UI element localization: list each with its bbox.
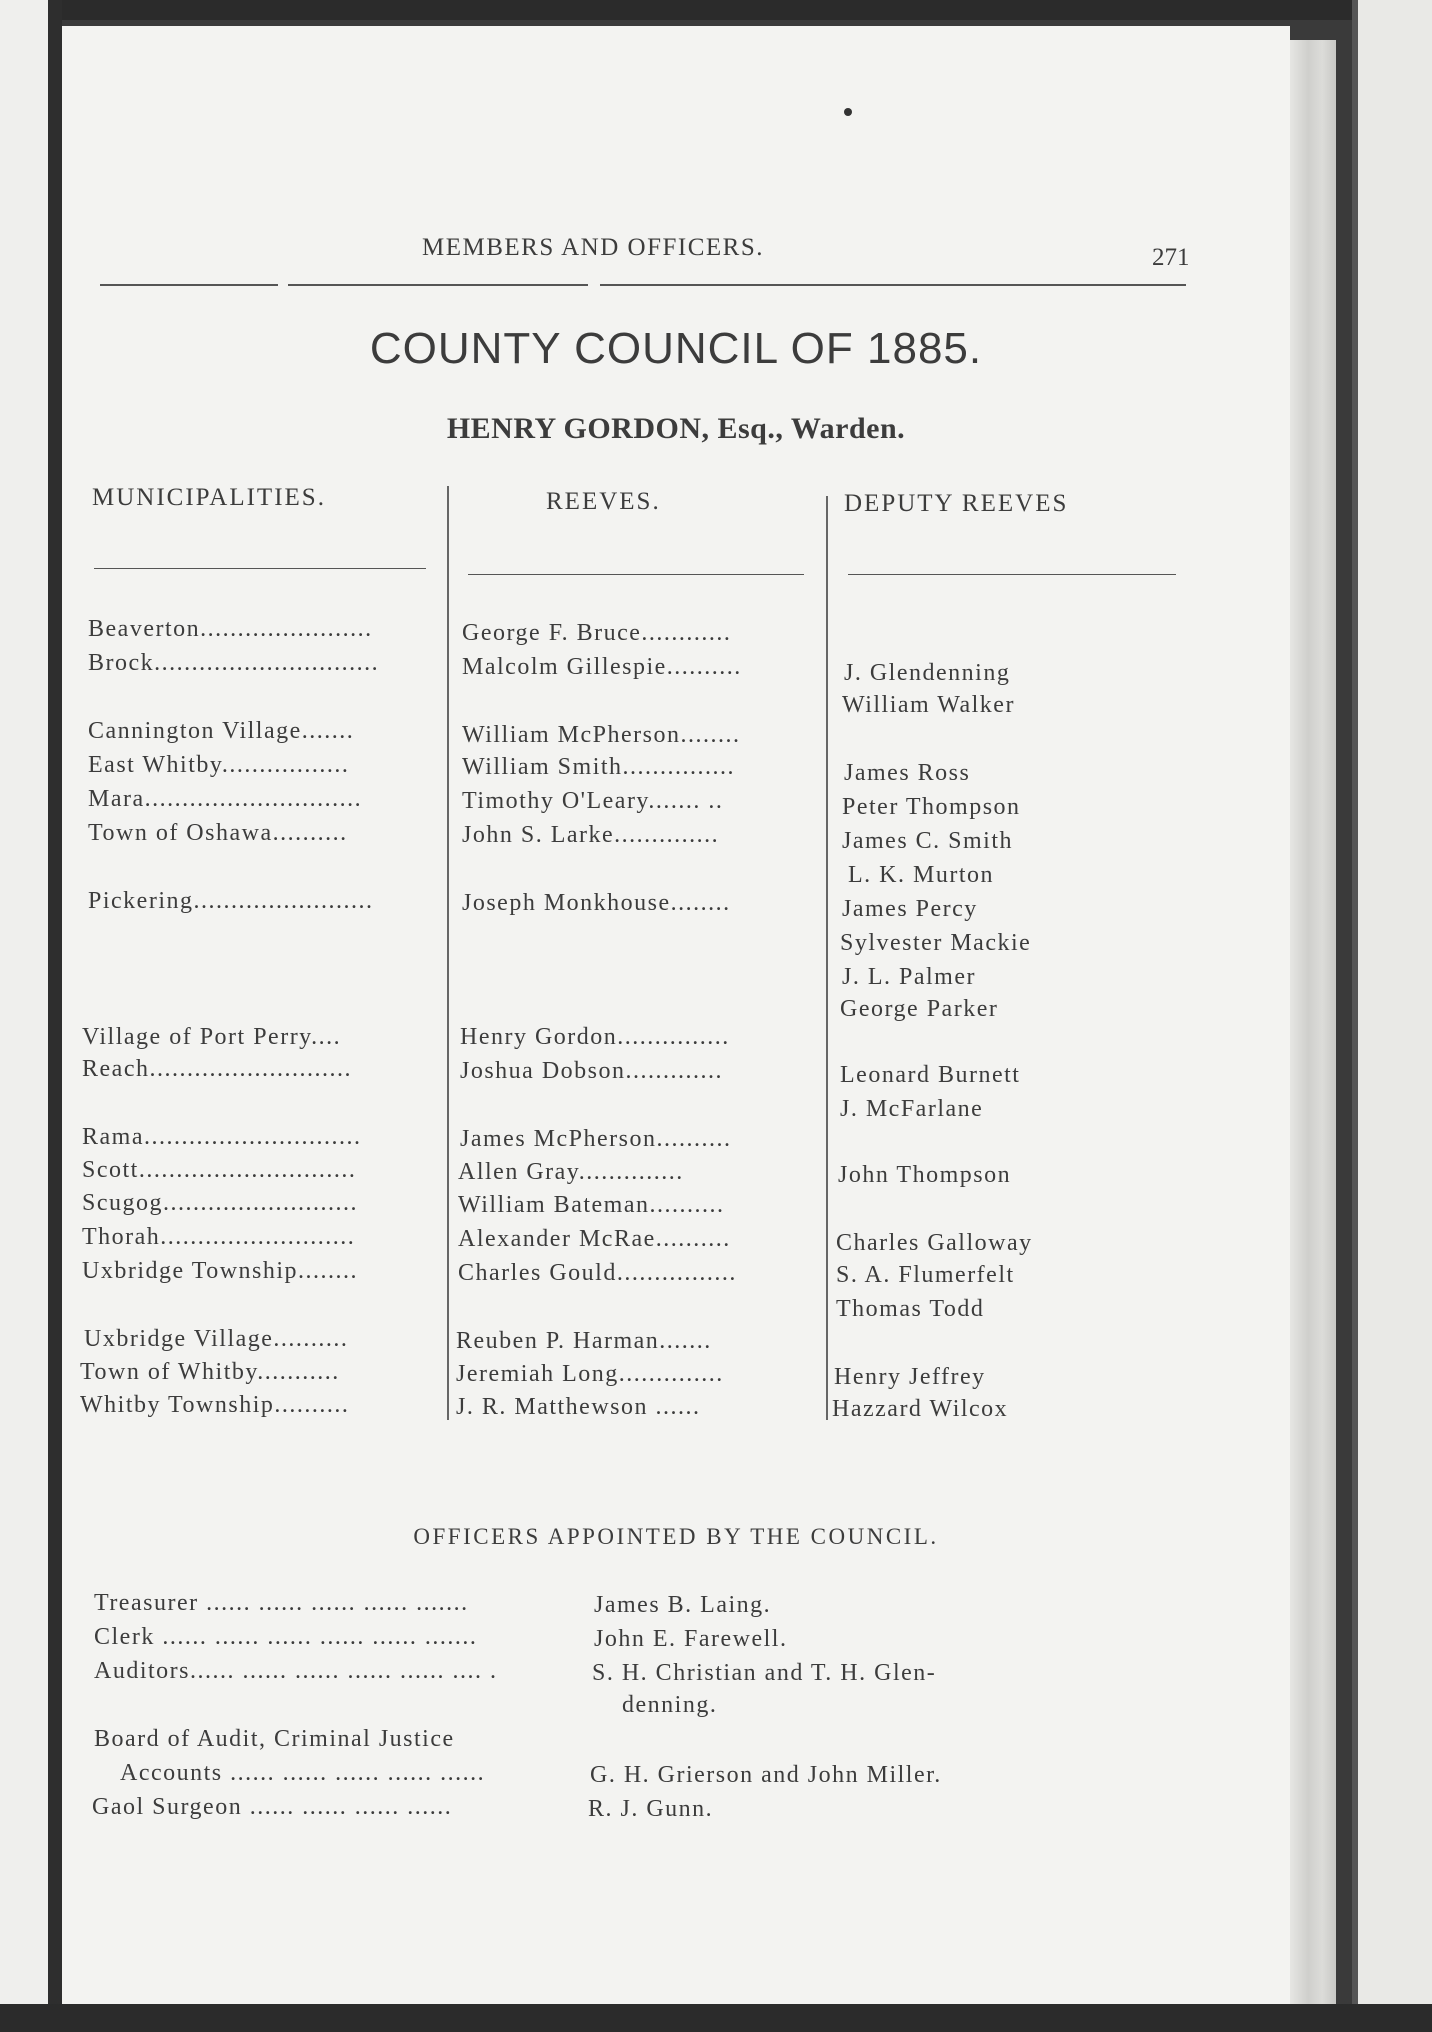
facing-page-edge: [0, 0, 48, 2032]
reeve-entry: Charles Gould................: [458, 1260, 737, 1286]
column-divider-2: [826, 496, 828, 1420]
deputy-reeve-entry: J. Glendenning: [844, 660, 1011, 686]
municipality-entry: Scugog..........................: [82, 1190, 358, 1216]
deputy-reeve-entry: L. K. Murton: [848, 862, 994, 888]
officer-role: Board of Audit, Criminal Justice: [94, 1726, 455, 1752]
page-title: COUNTY COUNCIL OF 1885.: [369, 324, 983, 373]
municipality-entry: Brock..............................: [88, 650, 380, 676]
municipality-entry: Whitby Township..........: [80, 1392, 350, 1418]
reeve-entry: John S. Larke..............: [462, 822, 720, 848]
officer-role: Gaol Surgeon ...... ...... ...... ......: [92, 1794, 453, 1820]
officer-name: John E. Farewell.: [594, 1626, 788, 1652]
officer-role: Accounts ...... ...... ...... ...... ......: [120, 1760, 486, 1786]
deputy-reeve-entry: John Thompson: [838, 1162, 1012, 1188]
deputy-reeve-entry: Peter Thompson: [842, 794, 1021, 820]
municipality-entry: Cannington Village.......: [88, 718, 355, 744]
header-rule-right: [600, 284, 1186, 286]
deputy-reeve-entry: James Ross: [844, 760, 971, 786]
reeve-entry: Henry Gordon...............: [460, 1024, 730, 1050]
reeve-entry: Joshua Dobson.............: [460, 1058, 724, 1084]
deputy-reeve-entry: Sylvester Mackie: [840, 930, 1032, 956]
officer-name-continuation: denning.: [622, 1692, 718, 1718]
municipality-entry: Pickering........................: [88, 888, 374, 914]
warden-line: HENRY GORDON, Esq., Warden.: [446, 412, 906, 445]
reeve-entry: James McPherson..........: [460, 1126, 732, 1152]
reeve-entry: Jeremiah Long..............: [456, 1361, 724, 1387]
officer-role: Clerk ...... ...... ...... ...... ...... .......: [94, 1624, 478, 1650]
deputy-reeve-entry: Leonard Burnett: [840, 1062, 1021, 1088]
municipality-entry: Village of Port Perry....: [82, 1024, 342, 1050]
running-title: MEMBERS AND OFFICERS.: [422, 234, 764, 261]
municipality-entry: Mara.............................: [88, 786, 363, 812]
deputy-reeve-entry: Thomas Todd: [836, 1296, 985, 1322]
page-number: 271: [1152, 244, 1190, 271]
municipality-entry: Uxbridge Village..........: [84, 1326, 349, 1352]
municipality-entry: Rama.............................: [82, 1124, 362, 1150]
deputy-reeve-entry: Charles Galloway: [836, 1230, 1033, 1256]
reeve-entry: George F. Bruce............: [462, 620, 732, 646]
scan-right-border: [1352, 0, 1432, 2032]
deputy-reeve-entry: S. A. Flumerfelt: [836, 1262, 1015, 1288]
reeve-entry: Reuben P. Harman.......: [456, 1328, 712, 1354]
municipality-entry: Scott.............................: [82, 1157, 357, 1183]
header-rule-middle: [288, 284, 588, 286]
page-stack-edge: [1290, 40, 1336, 2004]
officer-role: Auditors...... ...... ...... ...... ...... .... .: [94, 1658, 498, 1684]
reeve-entry: J. R. Matthewson ......: [456, 1394, 701, 1420]
municipality-entry: Thorah..........................: [82, 1224, 356, 1250]
officer-name: R. J. Gunn.: [588, 1796, 714, 1822]
municipality-entry: Town of Whitby...........: [80, 1359, 340, 1385]
reeve-entry: William Smith...............: [462, 754, 736, 780]
municipality-entry: Uxbridge Township........: [82, 1258, 359, 1284]
reeve-entry: Joseph Monkhouse........: [462, 890, 731, 916]
officer-name: James B. Laing.: [594, 1592, 772, 1618]
deputy-reeve-entry: William Walker: [842, 692, 1015, 718]
deputy-reeve-entry: J. L. Palmer: [842, 964, 976, 990]
reeve-entry: William McPherson........: [462, 722, 741, 748]
column-header-reeves: REEVES.: [546, 488, 661, 515]
municipality-entry: Town of Oshawa..........: [88, 820, 348, 846]
reeve-entry: William Bateman..........: [458, 1192, 725, 1218]
officers-heading: OFFICERS APPOINTED BY THE COUNCIL.: [413, 1524, 939, 1549]
column-header-deputy-reeves: DEPUTY REEVES: [844, 490, 1069, 517]
deputy-reeve-entry: Hazzard Wilcox: [832, 1396, 1009, 1422]
municipality-entry: East Whitby.................: [88, 752, 350, 778]
column-rule-reeves: [468, 574, 804, 575]
deputy-reeve-entry: George Parker: [840, 996, 999, 1022]
ink-speck: [844, 108, 852, 116]
officer-name: S. H. Christian and T. H. Glen-: [592, 1660, 937, 1686]
deputy-reeve-entry: James Percy: [842, 896, 978, 922]
reeve-entry: Allen Gray..............: [458, 1159, 684, 1185]
reeve-entry: Timothy O'Leary....... ..: [462, 788, 724, 814]
officer-role: Treasurer ...... ...... ...... ...... .......: [94, 1590, 469, 1616]
municipality-entry: Beaverton.......................: [88, 616, 373, 642]
book-page: [62, 26, 1290, 2004]
column-rule-deputy-reeves: [848, 574, 1176, 575]
column-rule-municipalities: [94, 568, 426, 569]
municipality-entry: Reach...........................: [82, 1056, 352, 1082]
officer-name: G. H. Grierson and John Miller.: [590, 1762, 942, 1788]
deputy-reeve-entry: J. McFarlane: [840, 1096, 984, 1122]
reeve-entry: Malcolm Gillespie..........: [462, 654, 742, 680]
scan-bottom-border: [0, 2004, 1432, 2032]
header-rule-left: [100, 284, 278, 286]
scan-top-border: [0, 0, 1432, 20]
column-header-municipalities: MUNICIPALITIES.: [92, 484, 326, 511]
column-divider-1: [447, 486, 449, 1420]
deputy-reeve-entry: Henry Jeffrey: [834, 1364, 986, 1390]
deputy-reeve-entry: James C. Smith: [842, 828, 1014, 854]
reeve-entry: Alexander McRae..........: [458, 1226, 731, 1252]
